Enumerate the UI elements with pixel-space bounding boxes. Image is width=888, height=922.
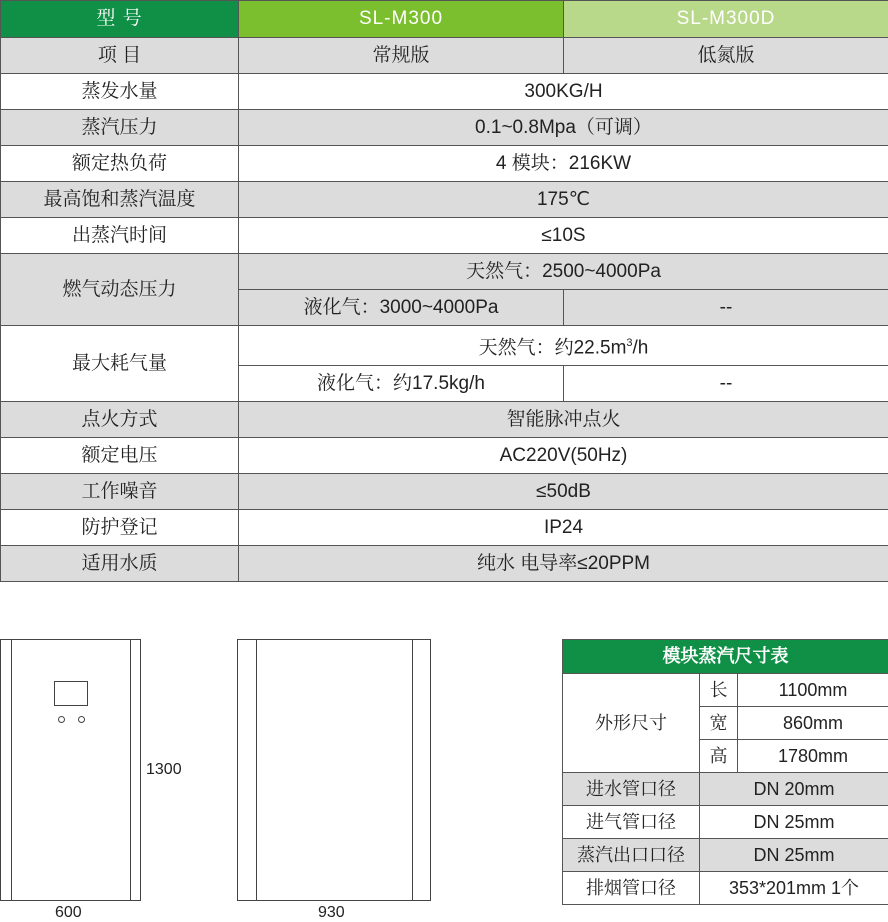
gas-inlet-row: [563, 806, 888, 839]
gas-use-natural-sup: 3: [626, 337, 632, 349]
front-view-left-edge: [11, 640, 12, 900]
noise-row: [1, 474, 888, 510]
ignition-row: [1, 402, 888, 438]
gas-pressure-label: 燃气动态压力: [1, 254, 239, 326]
heat-value: 4 模块：216KW: [239, 146, 888, 182]
item-row: [1, 38, 888, 74]
front-view-right-edge: [130, 640, 131, 900]
model-b: SL-M300D: [564, 1, 888, 38]
evap-label: 蒸发水量: [1, 74, 239, 110]
water-value: 纯水 电导率≤20PPM: [239, 546, 888, 582]
heat-label: 额定热负荷: [1, 146, 239, 182]
noise-label: 工作噪音: [1, 474, 239, 510]
gas-use-row: [1, 326, 888, 366]
module-table: [562, 639, 888, 905]
flue-label: 排烟管口径: [563, 872, 700, 905]
steam-outlet-label: 蒸汽出口口径: [563, 839, 700, 872]
water-label: 适用水质: [1, 546, 239, 582]
gas-pressure-lpg-b: --: [564, 290, 888, 326]
gas-pressure-natural: 天然气：2500~4000Pa: [239, 254, 888, 290]
gas-use-natural-prefix: 天然气：约22.5m: [479, 337, 627, 358]
gas-inlet-label: 进气管口径: [563, 806, 700, 839]
water-row: [1, 546, 888, 582]
gas-use-lpg-b: --: [564, 366, 888, 402]
side-width-dimension: 930: [318, 904, 345, 922]
evap-row: [1, 74, 888, 110]
time-row: [1, 218, 888, 254]
flue-value: 353*201mm 1个: [700, 872, 888, 905]
protect-value: IP24: [239, 510, 888, 546]
steam-outlet-row: [563, 839, 888, 872]
indicator-left-icon: [58, 716, 65, 723]
flue-row: [563, 872, 888, 905]
pressure-value: 0.1~0.8Mpa（可调）: [239, 110, 888, 146]
item-label: 项 目: [1, 38, 239, 74]
module-title: 模块蒸汽尺寸表: [563, 640, 888, 674]
gas-pressure-row: [1, 254, 888, 290]
model-label: 型 号: [1, 1, 239, 38]
water-inlet-label: 进水管口径: [563, 773, 700, 806]
side-view-drawing: [237, 639, 431, 901]
gas-use-lpg: 液化气：约17.5kg/h: [239, 366, 564, 402]
height-label: 高: [700, 740, 738, 773]
side-view-right-edge: [412, 640, 413, 900]
protect-row: [1, 510, 888, 546]
front-width-dimension: 600: [55, 904, 82, 922]
time-label: 出蒸汽时间: [1, 218, 239, 254]
module-header-row: [563, 640, 888, 674]
voltage-value: AC220V(50Hz): [239, 438, 888, 474]
header-row: [1, 1, 888, 38]
pressure-row: [1, 110, 888, 146]
indicator-right-icon: [78, 716, 85, 723]
voltage-row: [1, 438, 888, 474]
module-length-row: [563, 674, 888, 707]
outer-size-label: 外形尺寸: [563, 674, 700, 773]
temp-row: [1, 182, 888, 218]
gas-use-label: 最大耗气量: [1, 326, 239, 402]
gas-use-natural: [239, 326, 888, 366]
front-view-drawing: [0, 639, 141, 901]
noise-value: ≤50dB: [239, 474, 888, 510]
height-dimension: 1300: [146, 761, 182, 779]
ignition-value: 智能脉冲点火: [239, 402, 888, 438]
time-value: ≤10S: [239, 218, 888, 254]
control-panel-icon: [54, 681, 88, 706]
model-a: SL-M300: [239, 1, 564, 38]
pressure-label: 蒸汽压力: [1, 110, 239, 146]
evap-value: 300KG/H: [239, 74, 888, 110]
width-value: 860mm: [738, 707, 888, 740]
protect-label: 防护登记: [1, 510, 239, 546]
side-view-left-edge: [256, 640, 257, 900]
temp-label: 最高饱和蒸汽温度: [1, 182, 239, 218]
water-inlet-value: DN 20mm: [700, 773, 888, 806]
water-inlet-row: [563, 773, 888, 806]
width-label: 宽: [700, 707, 738, 740]
length-value: 1100mm: [738, 674, 888, 707]
voltage-label: 额定电压: [1, 438, 239, 474]
ignition-label: 点火方式: [1, 402, 239, 438]
heat-row: [1, 146, 888, 182]
gas-inlet-value: DN 25mm: [700, 806, 888, 839]
gas-pressure-lpg: 液化气：3000~4000Pa: [239, 290, 564, 326]
length-label: 长: [700, 674, 738, 707]
temp-value: 175℃: [239, 182, 888, 218]
item-b: 低氮版: [564, 38, 888, 74]
item-a: 常规版: [239, 38, 564, 74]
height-value: 1780mm: [738, 740, 888, 773]
steam-outlet-value: DN 25mm: [700, 839, 888, 872]
gas-use-natural-suffix: /h: [633, 337, 649, 358]
